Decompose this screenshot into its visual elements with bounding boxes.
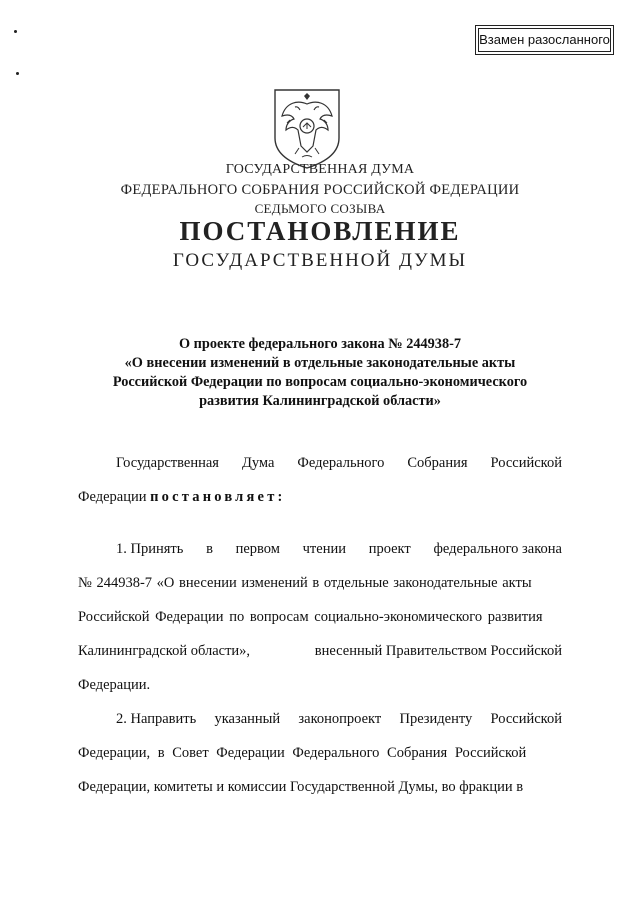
word: указанный — [214, 711, 281, 727]
word: Государственная — [116, 455, 219, 471]
header-line-1: ГОСУДАРСТВЕННАЯ ДУМА — [225, 162, 415, 177]
coat-of-arms-icon — [272, 86, 342, 170]
word: проект — [368, 541, 411, 557]
title-line: О проекте федерального закона № 244938-7 — [178, 336, 462, 352]
margin-dot — [14, 30, 17, 33]
title-line: Российской Федерации по вопросам социально-экономического — [112, 374, 528, 390]
word: в — [206, 541, 213, 557]
word: первом — [235, 541, 280, 557]
item-2-line-2: Федерации, в Совет Федерации Федерального Собрания Российской — [78, 745, 527, 761]
margin-dot — [16, 72, 19, 75]
item-2-line-1 — [78, 702, 562, 736]
intro-paragraph — [78, 446, 562, 514]
decision-verb: постановляет: — [150, 489, 286, 505]
header-line-2: ФЕДЕРАЛЬНОГО СОБРАНИЯ РОССИЙСКОЙ ФЕДЕРАЦИИ — [120, 182, 520, 198]
item-1-paragraph — [78, 532, 562, 702]
title-line: «О внесении изменений в отдельные законодательные акты — [124, 355, 516, 371]
item-1-line-2: № 244938-7 «О внесении изменений в отдельные законодательные акты — [78, 575, 532, 591]
word: Собрания — [407, 455, 468, 471]
item-1-line-4 — [78, 634, 562, 668]
resolution-title — [0, 335, 640, 411]
word: внесенный Правительством Российской — [314, 643, 562, 659]
word: Федерации — [78, 489, 151, 505]
item-1-line-3: Российской Федерации по вопросам социально-экономического развития — [78, 609, 543, 625]
item-2-line-3: Федерации, комитеты и комиссии Государственной Думы, во фракции в — [78, 779, 524, 795]
word: Федерального — [297, 455, 385, 471]
word: Российской — [490, 455, 562, 471]
word: федерального закона — [433, 541, 562, 557]
word: Дума — [241, 455, 275, 471]
document-type-heading: ПОСТАНОВЛЕНИЕ — [179, 216, 461, 246]
word: Президенту — [399, 711, 473, 727]
intro-line-1 — [78, 446, 562, 480]
replacement-stamp: Взамен разосланного — [478, 28, 611, 52]
intro-line-2 — [78, 480, 562, 514]
document-subheading: ГОСУДАРСТВЕННОЙ ДУМЫ — [172, 250, 468, 271]
word: 1. Принять — [116, 541, 184, 557]
word: Российской — [490, 711, 562, 727]
word: Калининградской области», — [78, 643, 251, 659]
word: 2. Направить — [116, 711, 197, 727]
item-2-paragraph — [78, 702, 562, 804]
item-1-line-1 — [78, 532, 562, 566]
item-1-line-5: Федерации. — [78, 677, 151, 693]
word: законопроект — [298, 711, 382, 727]
word: чтении — [302, 541, 346, 557]
header-line-3: СЕДЬМОГО СОЗЫВА — [254, 201, 386, 216]
title-line: развития Калининградской области» — [199, 393, 441, 409]
